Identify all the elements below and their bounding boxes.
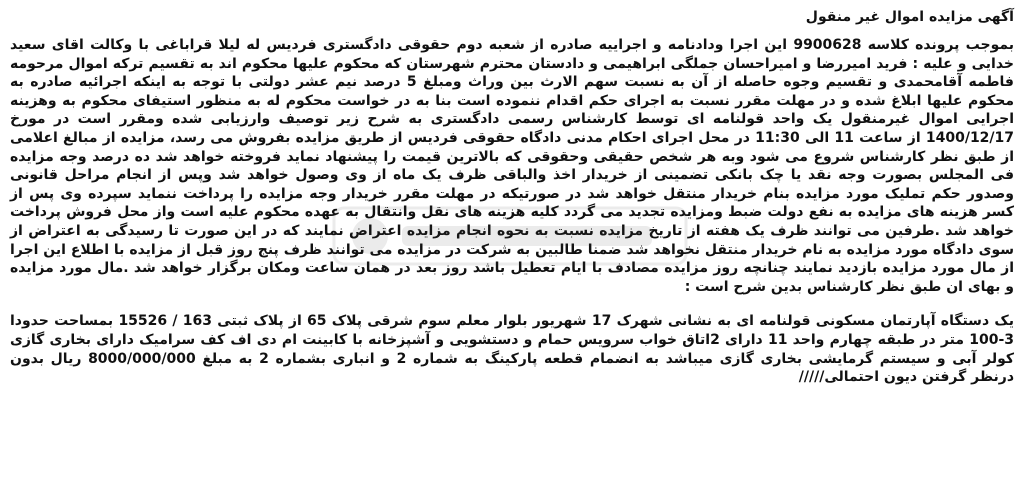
property-description-paragraph: یک دستگاه آپارتمان مسکونی قولنامه ای به نشانی شهرک 17 شهریور بلوار معلم سوم شرقی پلاک 65 از پلاک ثبتی 163 / 15526 بمساحت حدودا 3-100 متر در طبقه چهارم واحد 11 دارای 2اتاق خواب سرویس حمام و دستشویی و آشپزخانه با کابینت ام دی اف کف سرامیک دارای بخاری گازی کولر آبی و سیستم گرمایشی بخاری گازی میباشد به انضمام قطعه پارکینگ به شماره 2 و انباری بشماره 2 به مبلغ 8000/000/000 ریال بدون درنظر گرفتن دیون احتمالی/////	[10, 313, 1015, 386]
notice-main-paragraph: بموجب پرونده کلاسه 9900628 این اجرا ودادنامه و اجراییه صادره از شعبه دوم حقوقی دادگستری فردیس له لیلا قراباغی با وکالت اقای سعید خدایی و علیه : فرید امیررضا و امیراحسان جملگی ابراهیمی و دادستان محترم شهرستان که محکوم علیها محکوم اند به تقسیم ترکه اموال مرحومه فاطمه آقامحمدی و تقسیم وجوه حاصله از آن به نسبت سهم الارث بین وراث ومبلغ 5 درصد نیم عشر دولتی با توجه به اینکه اجرائیه صادره به محکوم علیها ابلاغ شده و در مهلت مقرر نسبت به اجرای حکم اقدام ننموده است بنا به در خواست محکوم له به منظور استیفای محکوم به وهزینه اجرایی اموال غیرمنقول یک واحد قولنامه ای توسط کارشناس رسمی دادگستری به شرح زیر توصیف وارزیابی شده ومقرر است در مورخ 1400/12/17 از ساعت 11 الی 11:30 در محل اجرای احکام مدنی دادگاه حقوقی فردیس از طریق مزایده بفروش می رسد، مزایده از مبالغ اعلامی از طبق نظر کارشناس شروع می شود وبه هر شخص حقیقی وحقوقی که بالاترین قیمت را پیشنهاد نماید فروخته خواهد شد ده درصد وجه مزایده فی المجلس بصورت وجه نقد یا چک بانکی تضمینی از خریدار اخذ والباقی ظرف یک ماه از وی وصول خواهد شد وپس از انجام مراحل قانونی وصدور حکم تملیک مورد مزایده بنام خریدار منتقل خواهد شد در صورتیکه در مهلت مقرر خریدار وجه مزایده را پرداخت ننماید سپرده وی پس از کسر هزینه های مزایده به نفع دولت ضبط ومزایده تجدید می گردد کلیه هزینه های نقل وانتقال به عهده محکوم علیه است واز محل فروش پرداخت خواهد شد .طرفین می توانند ظرف یک هفته از تاریخ مزایده نسبت به نحوه انجام مزایده اعتراض نمایند که در این صورت تا رسیدگی به اعتراض از سوی دادگاه مورد مزایده به نام خریدار منتقل نخواهد شد ضمنا طالبین به شرکت در مزایده می توانند ظرف پنج روز قبل از مزایده با اطلاع این اجرا از مال مورد مزایده بازدید نمایند چنانچه روز مزایده مصادف با ایام تعطیل باشد روز بعد در همان ساعت ومکان برگزار خواهد شد .مال مورد مزایده و بهای ان طبق نظر کارشناس بدین شرح است :	[10, 37, 1015, 295]
notice-title: آگهی مزایده اموال غیر منقول	[805, 9, 1014, 25]
